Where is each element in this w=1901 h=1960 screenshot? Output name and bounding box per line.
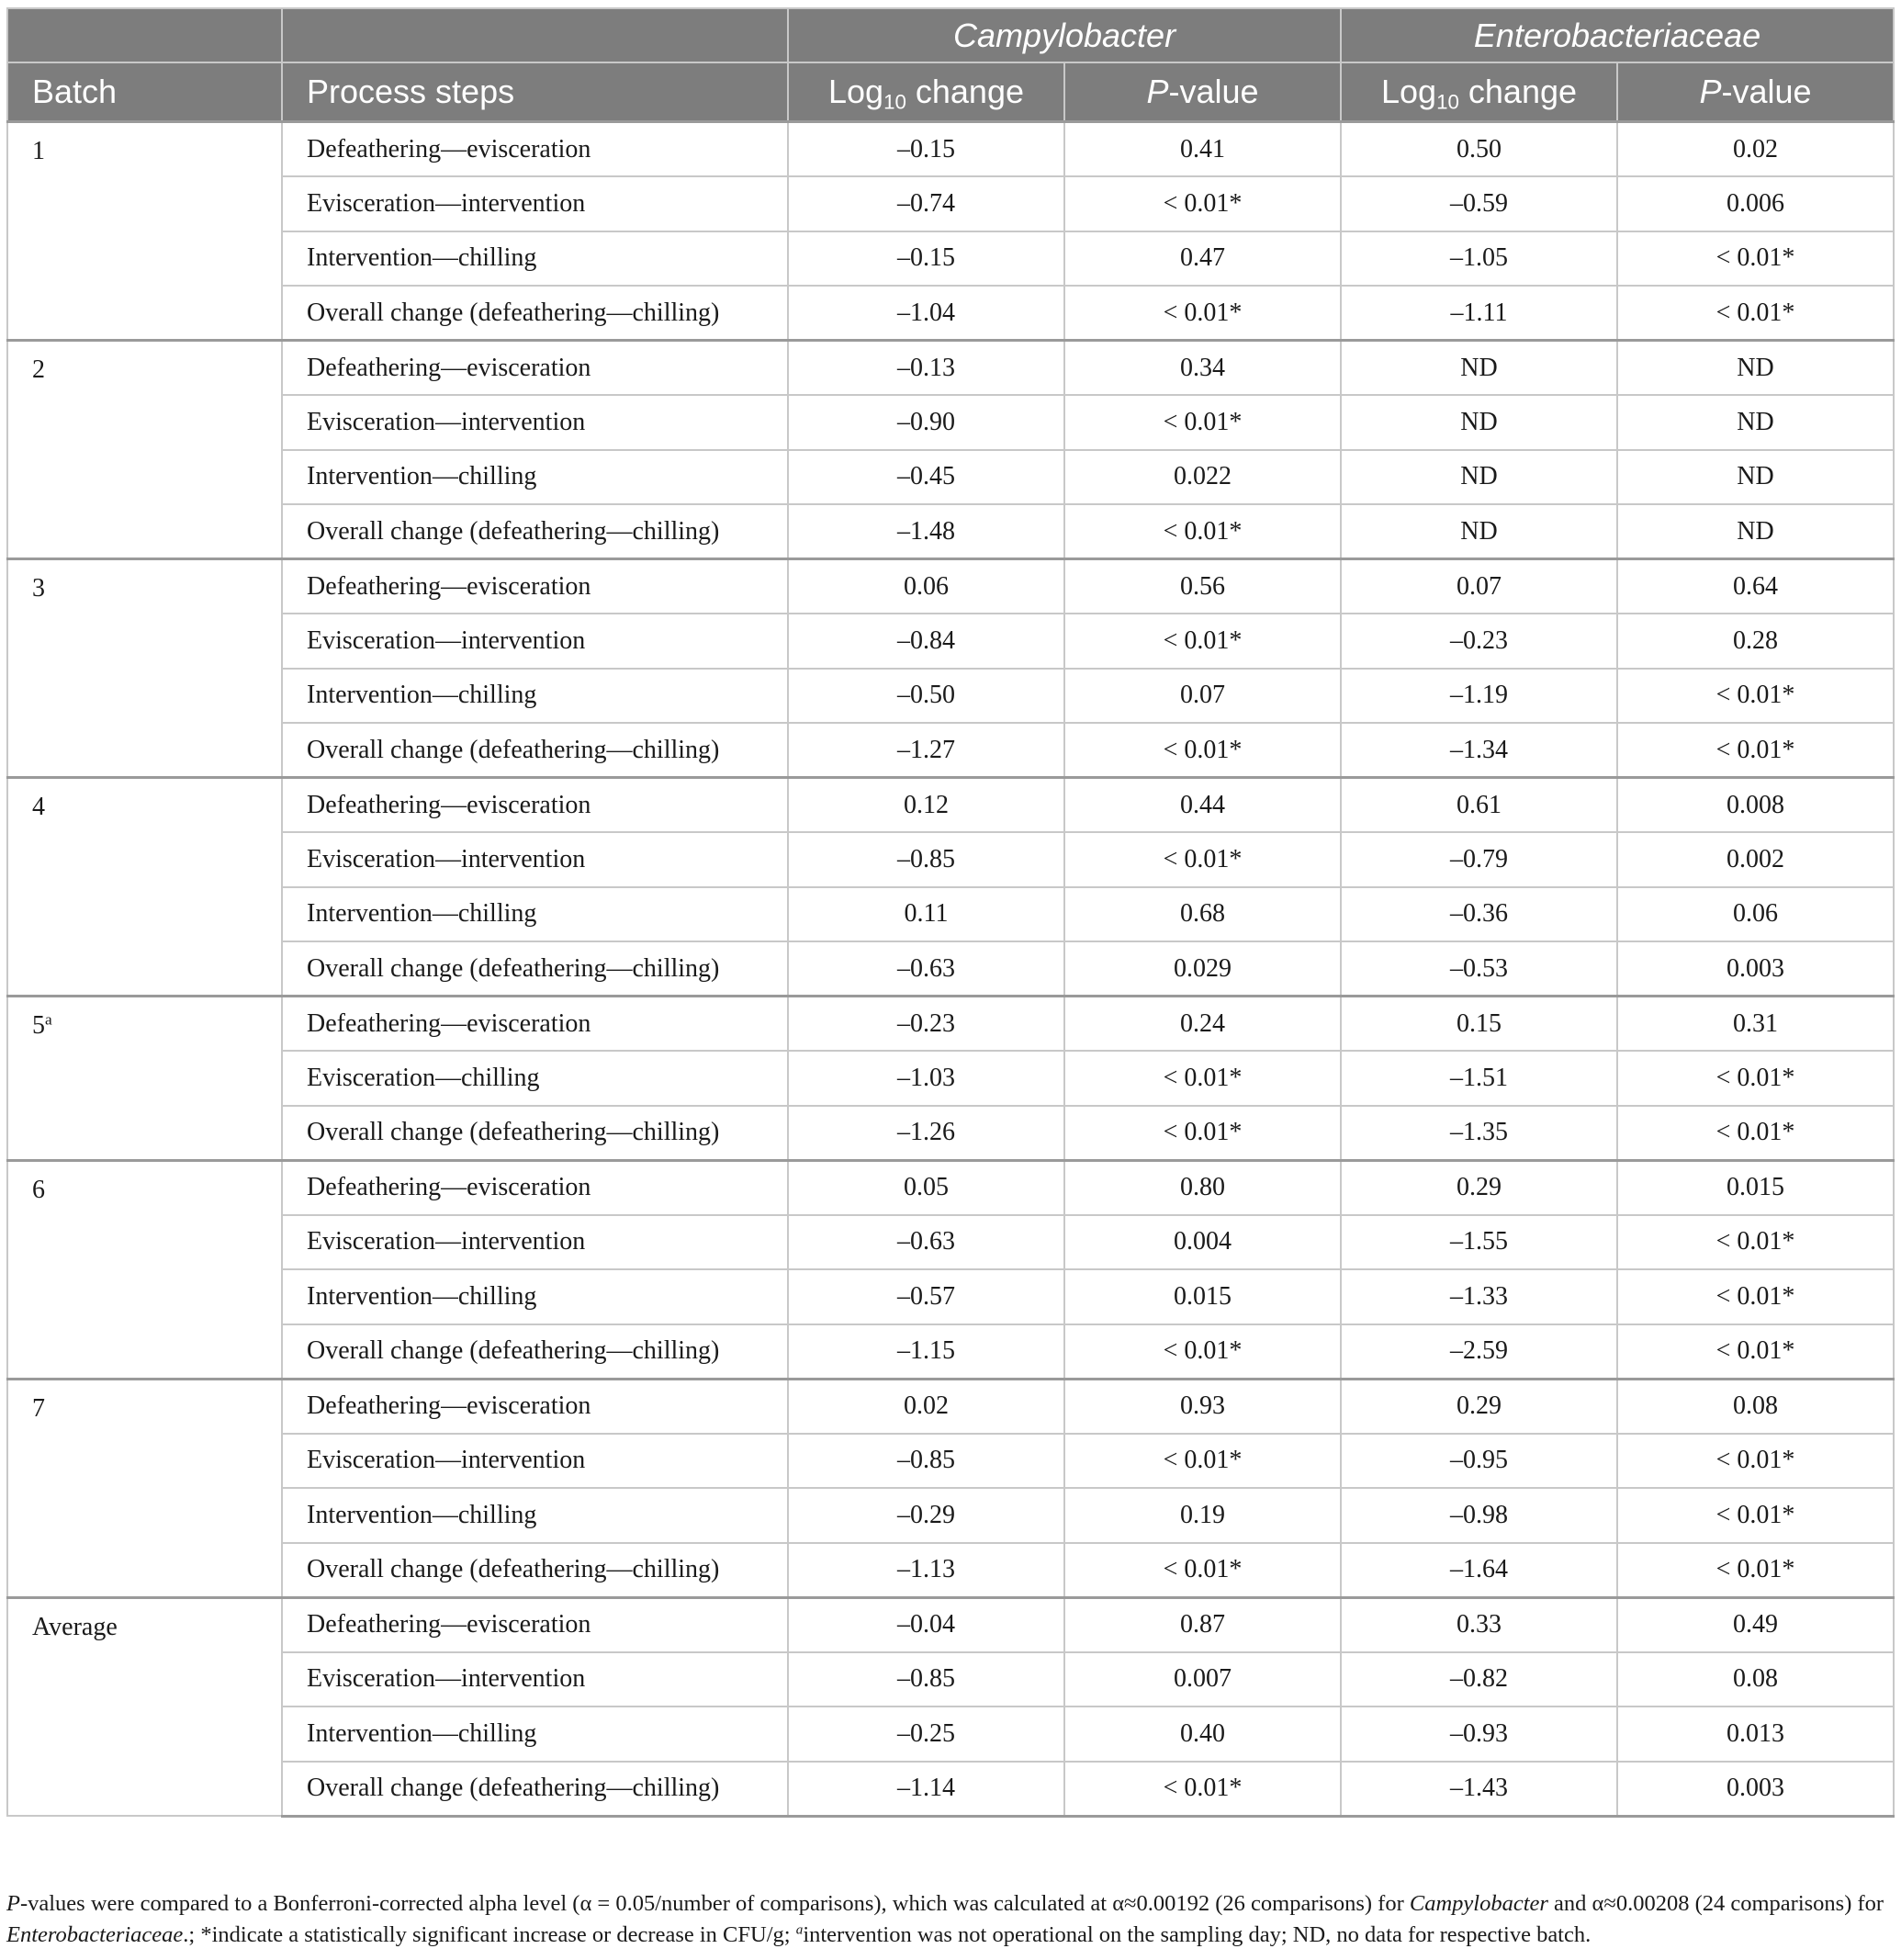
table-row <box>7 1652 1894 1707</box>
process-step-cell: Evisceration—intervention <box>282 1434 788 1489</box>
enterobacteriaceae-log-change-cell: –0.95 <box>1341 1434 1617 1489</box>
enterobacteriaceae-log-change-cell: –1.34 <box>1341 723 1617 778</box>
campylobacter-p-value-cell: 0.47 <box>1064 231 1341 287</box>
enterobacteriaceae-log-change-cell: ND <box>1341 395 1617 450</box>
enterobacteriaceae-p-value-cell: < 0.01* <box>1617 1269 1894 1324</box>
p-rest: -value <box>1721 73 1812 110</box>
process-step-cell: Defeathering—evisceration <box>282 997 788 1052</box>
table-row <box>7 832 1894 887</box>
enterobacteriaceae-log-change-cell: –0.53 <box>1341 941 1617 997</box>
enterobacteriaceae-log-change-cell: –0.36 <box>1341 887 1617 942</box>
batch-cell <box>7 341 282 559</box>
table-row <box>7 504 1894 559</box>
enterobacteriaceae-log-change-cell: ND <box>1341 450 1617 505</box>
batch-label: 3 <box>32 574 45 603</box>
process-step-cell: Evisceration—intervention <box>282 1215 788 1270</box>
table-row <box>7 176 1894 231</box>
enterobacteriaceae-log-change-cell: –1.64 <box>1341 1543 1617 1598</box>
process-step-cell: Intervention—chilling <box>282 1269 788 1324</box>
enterobacteriaceae-p-value-cell: < 0.01* <box>1617 1215 1894 1270</box>
enterobacteriaceae-p-value-cell: 0.013 <box>1617 1707 1894 1762</box>
campylobacter-log-change-cell: –0.63 <box>788 941 1064 997</box>
process-step-cell: Overall change (defeathering—chilling) <box>282 1762 788 1817</box>
enterobacteriaceae-p-value-cell: 0.003 <box>1617 1762 1894 1817</box>
process-step-cell: Overall change (defeathering—chilling) <box>282 1106 788 1161</box>
campylobacter-log-change-cell: –0.84 <box>788 614 1064 669</box>
footnote-text-1: -values were compared to a Bonferroni-corrected alpha level (α = 0.05/number of comparisons), which was calculated at α≈0.00192 (26 comparisons) for <box>19 1891 1410 1916</box>
process-step-cell: Intervention—chilling <box>282 450 788 505</box>
enterobacteriaceae-p-value-cell: < 0.01* <box>1617 1434 1894 1489</box>
table-row <box>7 669 1894 724</box>
enterobacteriaceae-p-value-cell: < 0.01* <box>1617 286 1894 341</box>
enterobacteriaceae-p-value-cell: 0.28 <box>1617 614 1894 669</box>
footnote-enterobacteriaceae: Enterobacteriaceae <box>6 1922 184 1947</box>
enterobacteriaceae-p-value-cell: ND <box>1617 504 1894 559</box>
enterobacteriaceae-log-change-cell: –1.51 <box>1341 1051 1617 1106</box>
campylobacter-p-value-cell: 0.44 <box>1064 778 1341 833</box>
header-empty-steps <box>282 8 788 62</box>
enterobacteriaceae-log-change-cell: –1.19 <box>1341 669 1617 724</box>
enterobacteriaceae-p-value-cell: 0.49 <box>1617 1597 1894 1652</box>
table-row <box>7 286 1894 341</box>
results-table <box>6 7 1895 1818</box>
enterobacteriaceae-log-change-cell: ND <box>1341 341 1617 396</box>
log-prefix: Log <box>827 73 884 110</box>
campylobacter-log-change-cell: –0.25 <box>788 1707 1064 1762</box>
enterobacteriaceae-log-change-cell: –1.55 <box>1341 1215 1617 1270</box>
enterobacteriaceae-log-change-cell: 0.15 <box>1341 997 1617 1052</box>
process-step-cell: Evisceration—intervention <box>282 832 788 887</box>
campylobacter-p-value-cell: 0.68 <box>1064 887 1341 942</box>
campylobacter-p-value-cell: 0.34 <box>1064 341 1341 396</box>
campylobacter-log-change-cell: –1.15 <box>788 1324 1064 1380</box>
process-step-cell: Intervention—chilling <box>282 887 788 942</box>
campylobacter-p-value-cell: 0.87 <box>1064 1597 1341 1652</box>
campylobacter-log-change-cell: –0.63 <box>788 1215 1064 1270</box>
table-row <box>7 1106 1894 1161</box>
campylobacter-p-value-cell: < 0.01* <box>1064 176 1341 231</box>
enterobacteriaceae-p-value-cell: 0.015 <box>1617 1160 1894 1215</box>
batch-label: 7 <box>32 1393 45 1423</box>
table-row <box>7 1707 1894 1762</box>
table-row <box>7 614 1894 669</box>
enterobacteriaceae-p-value-cell: < 0.01* <box>1617 723 1894 778</box>
process-step-cell: Overall change (defeathering—chilling) <box>282 941 788 997</box>
header-enterobacteriaceae-log-change <box>1341 62 1617 122</box>
batch-cell <box>7 778 282 997</box>
campylobacter-log-change-cell: 0.12 <box>788 778 1064 833</box>
enterobacteriaceae-p-value-cell: 0.06 <box>1617 887 1894 942</box>
table-row <box>7 1762 1894 1817</box>
campylobacter-log-change-cell: –0.85 <box>788 1434 1064 1489</box>
process-step-cell: Evisceration—intervention <box>282 1652 788 1707</box>
enterobacteriaceae-log-change-cell: –1.35 <box>1341 1106 1617 1161</box>
process-step-cell: Evisceration—intervention <box>282 395 788 450</box>
campylobacter-p-value-cell: < 0.01* <box>1064 723 1341 778</box>
process-step-cell: Intervention—chilling <box>282 1707 788 1762</box>
p-italic: P <box>1146 73 1169 110</box>
campylobacter-p-value-cell: 0.19 <box>1064 1488 1341 1543</box>
table-row <box>7 1324 1894 1380</box>
table-row <box>7 1379 1894 1434</box>
process-step-cell: Intervention—chilling <box>282 231 788 287</box>
header-enterobacteriaceae: Enterobacteriaceae <box>1341 8 1894 62</box>
campylobacter-p-value-cell: 0.007 <box>1064 1652 1341 1707</box>
batch-label: 6 <box>32 1175 45 1204</box>
enterobacteriaceae-p-value-cell: 0.31 <box>1617 997 1894 1052</box>
log-subscript: 10 <box>1436 90 1459 114</box>
log-prefix: Log <box>1381 73 1437 110</box>
table-row <box>7 395 1894 450</box>
batch-cell <box>7 1379 282 1597</box>
enterobacteriaceae-log-change-cell: –0.82 <box>1341 1652 1617 1707</box>
enterobacteriaceae-log-change-cell: –2.59 <box>1341 1324 1617 1380</box>
enterobacteriaceae-log-change-cell: 0.50 <box>1341 122 1617 177</box>
table-header <box>7 8 1894 122</box>
enterobacteriaceae-p-value-cell: 0.008 <box>1617 778 1894 833</box>
enterobacteriaceae-log-change-cell: ND <box>1341 504 1617 559</box>
footnote-text-4: intervention was not operational on the sampling day; ND, no data for respective batch. <box>803 1922 1592 1947</box>
enterobacteriaceae-log-change-cell: 0.29 <box>1341 1160 1617 1215</box>
enterobacteriaceae-log-change-cell: –0.79 <box>1341 832 1617 887</box>
enterobacteriaceae-p-value-cell: 0.003 <box>1617 941 1894 997</box>
campylobacter-log-change-cell: –0.15 <box>788 231 1064 287</box>
campylobacter-log-change-cell: –1.27 <box>788 723 1064 778</box>
enterobacteriaceae-p-value-cell: ND <box>1617 450 1894 505</box>
enterobacteriaceae-p-value-cell: ND <box>1617 395 1894 450</box>
campylobacter-p-value-cell: < 0.01* <box>1064 832 1341 887</box>
campylobacter-log-change-cell: –0.74 <box>788 176 1064 231</box>
campylobacter-log-change-cell: –1.03 <box>788 1051 1064 1106</box>
batch-cell <box>7 997 282 1161</box>
process-step-cell: Overall change (defeathering—chilling) <box>282 1324 788 1380</box>
p-rest: -value <box>1168 73 1259 110</box>
campylobacter-log-change-cell: –0.23 <box>788 997 1064 1052</box>
campylobacter-p-value-cell: < 0.01* <box>1064 286 1341 341</box>
campylobacter-log-change-cell: 0.02 <box>788 1379 1064 1434</box>
campylobacter-p-value-cell: < 0.01* <box>1064 1434 1341 1489</box>
table-row <box>7 1051 1894 1106</box>
batch-label: 2 <box>32 355 45 384</box>
campylobacter-log-change-cell: 0.06 <box>788 559 1064 614</box>
header-empty-batch <box>7 8 282 62</box>
campylobacter-p-value-cell: 0.022 <box>1064 450 1341 505</box>
table-row <box>7 778 1894 833</box>
table-row <box>7 341 1894 396</box>
campylobacter-p-value-cell: 0.41 <box>1064 122 1341 177</box>
campylobacter-log-change-cell: –1.04 <box>788 286 1064 341</box>
table-row <box>7 723 1894 778</box>
campylobacter-log-change-cell: –1.48 <box>788 504 1064 559</box>
header-batch: Batch <box>7 62 282 122</box>
enterobacteriaceae-log-change-cell: –0.98 <box>1341 1488 1617 1543</box>
enterobacteriaceae-p-value-cell: 0.006 <box>1617 176 1894 231</box>
enterobacteriaceae-log-change-cell: –0.23 <box>1341 614 1617 669</box>
batch-cell <box>7 559 282 778</box>
enterobacteriaceae-p-value-cell: < 0.01* <box>1617 1488 1894 1543</box>
enterobacteriaceae-p-value-cell: ND <box>1617 341 1894 396</box>
batch-label: 5 <box>32 1011 45 1040</box>
process-step-cell: Defeathering—evisceration <box>282 1597 788 1652</box>
campylobacter-log-change-cell: –0.90 <box>788 395 1064 450</box>
batch-label: 4 <box>32 793 45 821</box>
table-row <box>7 1488 1894 1543</box>
table-body <box>7 122 1894 1817</box>
batch-label: 1 <box>32 137 45 165</box>
header-campylobacter-p-value <box>1064 62 1341 122</box>
table-row <box>7 231 1894 287</box>
campylobacter-p-value-cell: 0.004 <box>1064 1215 1341 1270</box>
batch-cell <box>7 1160 282 1379</box>
campylobacter-log-change-cell: –0.13 <box>788 341 1064 396</box>
enterobacteriaceae-log-change-cell: –1.11 <box>1341 286 1617 341</box>
header-campylobacter: Campylobacter <box>788 8 1341 62</box>
campylobacter-p-value-cell: < 0.01* <box>1064 1324 1341 1380</box>
process-step-cell: Defeathering—evisceration <box>282 1160 788 1215</box>
campylobacter-log-change-cell: –0.85 <box>788 832 1064 887</box>
campylobacter-log-change-cell: –0.04 <box>788 1597 1064 1652</box>
process-step-cell: Overall change (defeathering—chilling) <box>282 723 788 778</box>
enterobacteriaceae-p-value-cell: 0.002 <box>1617 832 1894 887</box>
table-row <box>7 941 1894 997</box>
enterobacteriaceae-log-change-cell: –0.93 <box>1341 1707 1617 1762</box>
enterobacteriaceae-p-value-cell: 0.02 <box>1617 122 1894 177</box>
table-footnote <box>6 1888 1894 1951</box>
table-row <box>7 450 1894 505</box>
process-step-cell: Evisceration—intervention <box>282 176 788 231</box>
enterobacteriaceae-p-value-cell: 0.08 <box>1617 1652 1894 1707</box>
process-step-cell: Evisceration—chilling <box>282 1051 788 1106</box>
campylobacter-p-value-cell: < 0.01* <box>1064 1051 1341 1106</box>
enterobacteriaceae-log-change-cell: –1.33 <box>1341 1269 1617 1324</box>
campylobacter-log-change-cell: –1.14 <box>788 1762 1064 1817</box>
campylobacter-p-value-cell: 0.56 <box>1064 559 1341 614</box>
process-step-cell: Defeathering—evisceration <box>282 778 788 833</box>
campylobacter-log-change-cell: –0.15 <box>788 122 1064 177</box>
batch-cell <box>7 1597 282 1816</box>
campylobacter-p-value-cell: 0.40 <box>1064 1707 1341 1762</box>
campylobacter-p-value-cell: < 0.01* <box>1064 395 1341 450</box>
campylobacter-log-change-cell: 0.11 <box>788 887 1064 942</box>
header-enterobacteriaceae-p-value <box>1617 62 1894 122</box>
campylobacter-log-change-cell: –1.13 <box>788 1543 1064 1598</box>
enterobacteriaceae-log-change-cell: 0.29 <box>1341 1379 1617 1434</box>
enterobacteriaceae-p-value-cell: < 0.01* <box>1617 1051 1894 1106</box>
table-row <box>7 1269 1894 1324</box>
log-subscript: 10 <box>883 90 906 114</box>
p-italic: P <box>1699 73 1722 110</box>
batch-label: Average <box>32 1612 118 1641</box>
enterobacteriaceae-log-change-cell: –1.43 <box>1341 1762 1617 1817</box>
campylobacter-log-change-cell: 0.05 <box>788 1160 1064 1215</box>
campylobacter-p-value-cell: 0.029 <box>1064 941 1341 997</box>
footnote-text-2: and α≈0.00208 (24 comparisons) for <box>1547 1891 1884 1916</box>
campylobacter-p-value-cell: < 0.01* <box>1064 1543 1341 1598</box>
enterobacteriaceae-p-value-cell: < 0.01* <box>1617 1324 1894 1380</box>
campylobacter-log-change-cell: –0.45 <box>788 450 1064 505</box>
table-row <box>7 1215 1894 1270</box>
table-row <box>7 122 1894 177</box>
enterobacteriaceae-p-value-cell: 0.08 <box>1617 1379 1894 1434</box>
process-step-cell: Overall change (defeathering—chilling) <box>282 1543 788 1598</box>
footnote-text-3: .; *indicate a statistically significant increase or decrease in CFU/g; <box>183 1922 796 1947</box>
enterobacteriaceae-log-change-cell: 0.07 <box>1341 559 1617 614</box>
enterobacteriaceae-p-value-cell: < 0.01* <box>1617 1543 1894 1598</box>
process-step-cell: Defeathering—evisceration <box>282 341 788 396</box>
enterobacteriaceae-log-change-cell: 0.61 <box>1341 778 1617 833</box>
process-step-cell: Overall change (defeathering—chilling) <box>282 286 788 341</box>
process-step-cell: Evisceration—intervention <box>282 614 788 669</box>
campylobacter-log-change-cell: –0.85 <box>788 1652 1064 1707</box>
campylobacter-p-value-cell: 0.24 <box>1064 997 1341 1052</box>
batch-cell <box>7 122 282 341</box>
table-row <box>7 1160 1894 1215</box>
campylobacter-p-value-cell: < 0.01* <box>1064 614 1341 669</box>
campylobacter-log-change-cell: –0.29 <box>788 1488 1064 1543</box>
table-row <box>7 559 1894 614</box>
enterobacteriaceae-p-value-cell: 0.64 <box>1617 559 1894 614</box>
footnote-p-italic: P <box>6 1891 20 1916</box>
campylobacter-p-value-cell: < 0.01* <box>1064 1762 1341 1817</box>
process-step-cell: Defeathering—evisceration <box>282 559 788 614</box>
campylobacter-p-value-cell: 0.80 <box>1064 1160 1341 1215</box>
process-step-cell: Overall change (defeathering—chilling) <box>282 504 788 559</box>
enterobacteriaceae-log-change-cell: –0.59 <box>1341 176 1617 231</box>
enterobacteriaceae-p-value-cell: < 0.01* <box>1617 669 1894 724</box>
table-row <box>7 997 1894 1052</box>
enterobacteriaceae-p-value-cell: < 0.01* <box>1617 231 1894 287</box>
batch-superscript: a <box>45 1010 52 1029</box>
process-step-cell: Defeathering—evisceration <box>282 1379 788 1434</box>
campylobacter-p-value-cell: 0.93 <box>1064 1379 1341 1434</box>
campylobacter-p-value-cell: < 0.01* <box>1064 504 1341 559</box>
footnote-campylobacter: Campylobacter <box>1409 1891 1548 1916</box>
enterobacteriaceae-p-value-cell: < 0.01* <box>1617 1106 1894 1161</box>
header-row-groups <box>7 8 1894 62</box>
campylobacter-p-value-cell: 0.015 <box>1064 1269 1341 1324</box>
campylobacter-p-value-cell: 0.07 <box>1064 669 1341 724</box>
header-row-columns <box>7 62 1894 122</box>
campylobacter-log-change-cell: –1.26 <box>788 1106 1064 1161</box>
footnote-superscript-a: a <box>795 1921 804 1938</box>
log-suffix: change <box>1458 73 1578 110</box>
campylobacter-log-change-cell: –0.50 <box>788 669 1064 724</box>
campylobacter-log-change-cell: –0.57 <box>788 1269 1064 1324</box>
table-row <box>7 1543 1894 1598</box>
table-row <box>7 1434 1894 1489</box>
header-campylobacter-log-change <box>788 62 1064 122</box>
enterobacteriaceae-log-change-cell: –1.05 <box>1341 231 1617 287</box>
header-process-steps: Process steps <box>282 62 788 122</box>
process-step-cell: Intervention—chilling <box>282 669 788 724</box>
table-row <box>7 887 1894 942</box>
campylobacter-p-value-cell: < 0.01* <box>1064 1106 1341 1161</box>
table-row <box>7 1597 1894 1652</box>
enterobacteriaceae-log-change-cell: 0.33 <box>1341 1597 1617 1652</box>
process-step-cell: Intervention—chilling <box>282 1488 788 1543</box>
log-suffix: change <box>906 73 1024 110</box>
process-step-cell: Defeathering—evisceration <box>282 122 788 177</box>
